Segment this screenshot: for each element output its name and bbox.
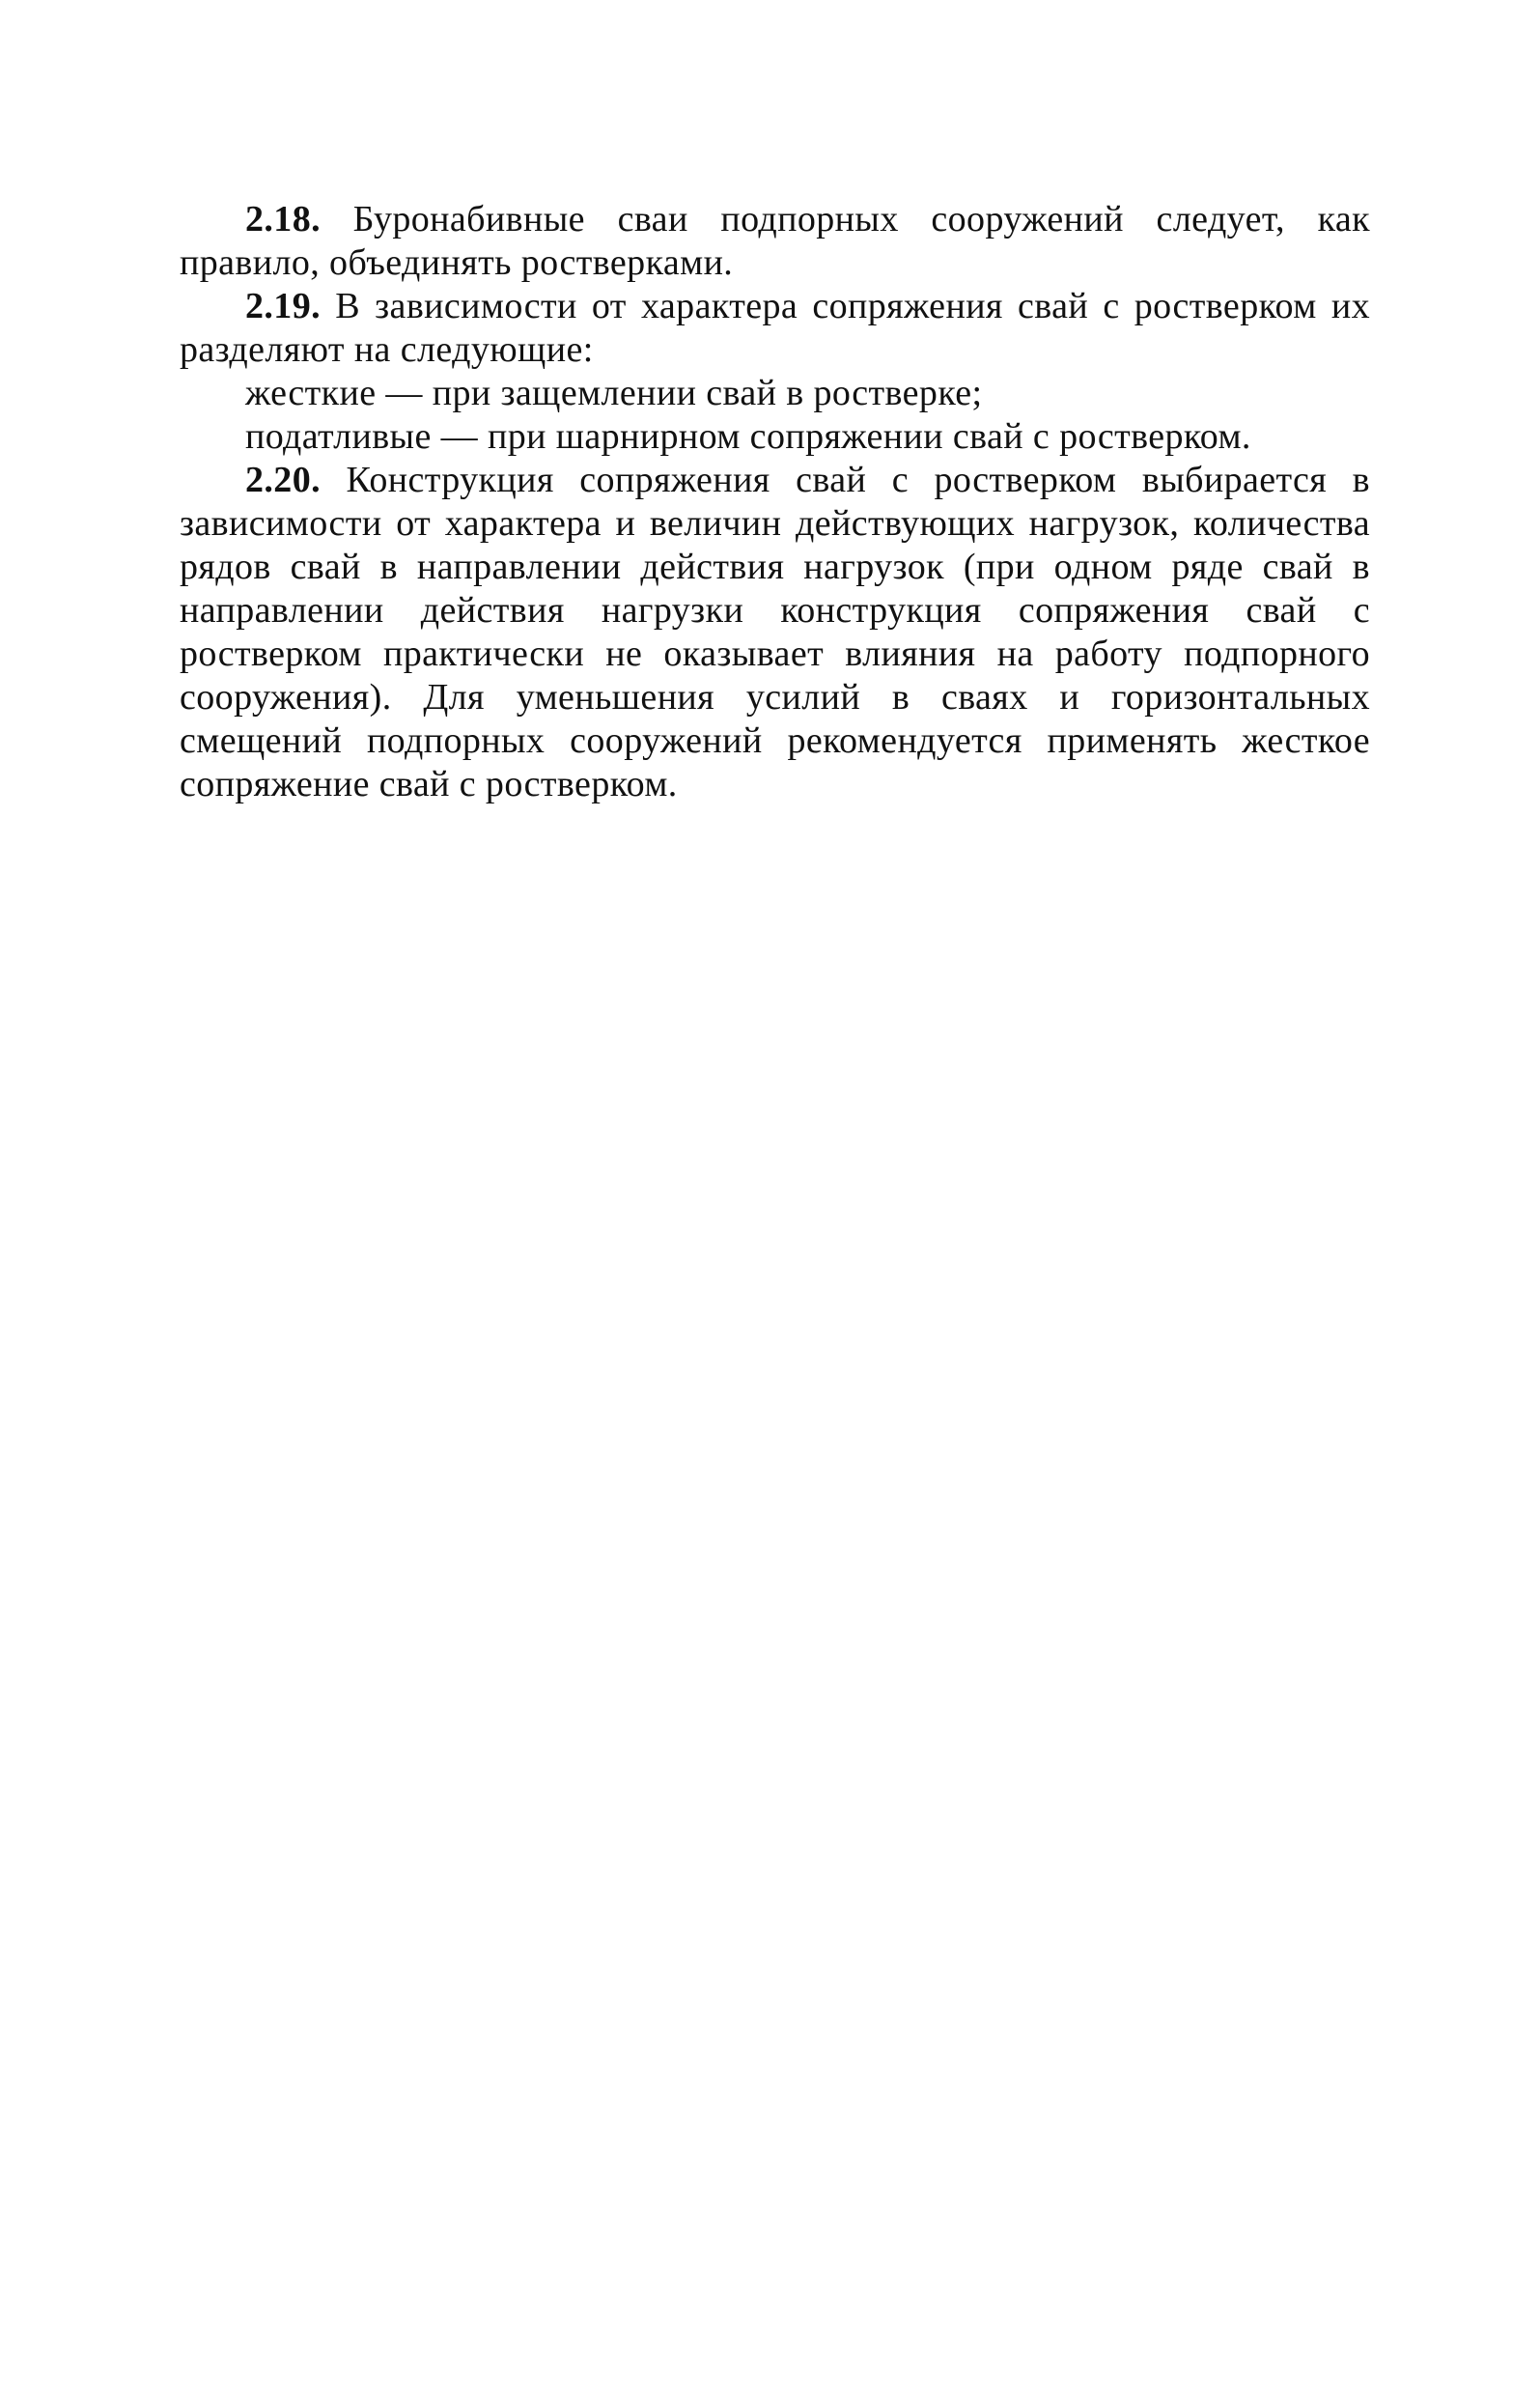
clause-number: 2.19. <box>245 286 321 326</box>
clause-2-19 <box>180 285 1370 372</box>
list-item-rigid: жесткие — при защемлении свай в ростверке; <box>245 373 983 413</box>
clause-text: Конструкция сопряжения свай с ростверком выбирается в зависимости от характера и величин действующих нагрузок, количества рядов свай в направлении действия нагрузок (при одном ряде свай в направлении действия нагрузки конструкция сопряжения свай с ростверком практически не оказывает влияния на работу подпорного сооружения). Для уменьшения усилий в сваях и горизонтальных смещений подпорных сооружений рекомендуется применять жесткое сопряжение свай с ростверком. <box>180 460 1370 804</box>
clause-text: В зависимости от характера сопряжения свай с ростверком их разделяют на следующие: <box>180 286 1370 370</box>
clause-2-18 <box>180 198 1370 285</box>
clause-2-20 <box>180 459 1370 806</box>
body-text <box>180 198 1370 806</box>
list-item-flexible: податливые — при шарнирном сопряжении свай с ростверком. <box>245 416 1251 457</box>
clause-number: 2.18. <box>245 199 321 240</box>
clause-number: 2.20. <box>245 460 321 500</box>
clause-text: Буронабивные сваи подпорных сооружений следует, как правило, объединять ростверками. <box>180 199 1370 283</box>
